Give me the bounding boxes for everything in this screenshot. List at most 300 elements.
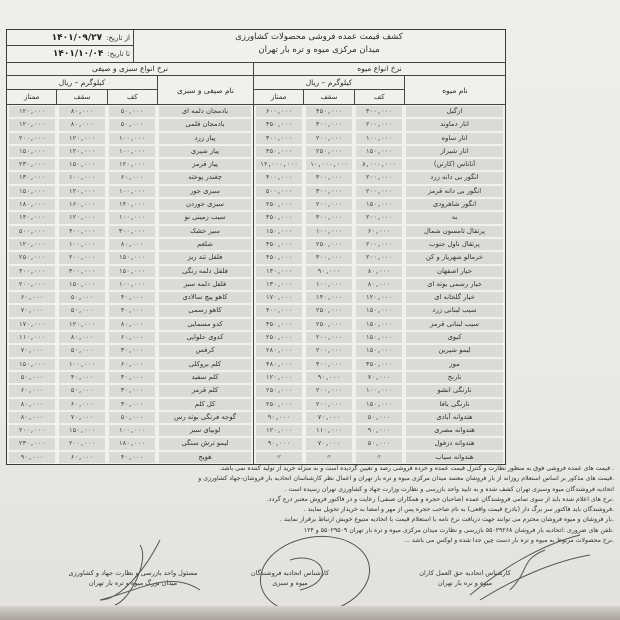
cell-min: ۱۰۰,۰۰۰ xyxy=(109,279,155,290)
fruit-row xyxy=(254,225,505,238)
veg-row xyxy=(7,384,253,397)
cell-min: ۱۵۰,۰۰۰ xyxy=(356,199,402,210)
cell-min: ۸۰,۰۰۰ xyxy=(109,319,155,330)
cell-premium: ۶۰۰,۰۰۰ xyxy=(256,106,302,117)
cell-premium: ۲۵۰,۰۰۰ xyxy=(256,332,302,343)
cell-max: ۲۵۰,۰۰۰ xyxy=(306,146,352,157)
fruit-row xyxy=(254,198,505,211)
cell-max: ۲۰۰,۰۰۰ xyxy=(306,385,352,396)
vegetable-section xyxy=(7,62,254,464)
cell-max: ۹۰,۰۰۰ xyxy=(306,266,352,277)
document-title xyxy=(134,31,504,61)
cell-max: ۲۰۰,۰۰۰ xyxy=(306,332,352,343)
cell-max: ۸۰,۰۰۰ xyxy=(59,106,105,117)
vegetable-section-title: نرخ انواع سبزی و صیفی xyxy=(7,62,253,76)
cell-name: لیمو شیرین xyxy=(406,345,503,356)
signature-subtitle: میوه و تره بار تهران xyxy=(437,579,493,587)
cell-min: ۴۰,۰۰۰ xyxy=(109,399,155,410)
cell-name: فلفل دلمه سبز xyxy=(159,279,251,290)
cell-max: ۱۰۰,۰۰۰ xyxy=(306,226,352,237)
cell-name: کاهو پیچ سالادی xyxy=(159,292,251,303)
cell-premium: ۱۲۰,۰۰۰ xyxy=(9,106,55,117)
cell-name: انگور شاهرودی xyxy=(406,199,503,210)
cell-name: کلم سفید xyxy=(159,372,251,383)
cell-max: ۵۰,۰۰۰ xyxy=(59,345,105,356)
cell-name: خیار گلخانه ای xyxy=(406,292,503,303)
cell-max: ۳۰۰,۰۰۰ xyxy=(306,119,352,130)
cell-premium: ۱۵۰,۰۰۰ xyxy=(9,186,55,197)
cell-max: ۴۵۰,۰۰۰ xyxy=(306,106,352,117)
cell-max: ۵۰,۰۰۰ xyxy=(59,305,105,316)
cell-max: ۲۰۰,۰۰۰ xyxy=(59,252,105,263)
cell-max: ۵۰,۰۰۰ xyxy=(59,292,105,303)
cell-premium: 〃 xyxy=(256,452,302,463)
cell-min: ۱۵۰,۰۰۰ xyxy=(356,332,402,343)
fruit-row xyxy=(254,171,505,184)
cell-min: ۲۰۰,۰۰۰ xyxy=(356,186,402,197)
veg-row xyxy=(7,371,253,384)
cell-max: ۸۰,۰۰۰ xyxy=(59,332,105,343)
cell-name: کدوی حلوایی xyxy=(159,332,251,343)
fruit-section xyxy=(254,62,505,464)
cell-max: ۱۵۰,۰۰۰ xyxy=(59,279,105,290)
cell-min: ۲۰۰,۰۰۰ xyxy=(356,212,402,223)
fruit-row xyxy=(254,411,505,424)
cell-premium: ۴۵۰,۰۰۰ xyxy=(256,252,302,263)
veg-row xyxy=(7,198,253,211)
cell-premium: ۹۰,۰۰۰ xyxy=(256,412,302,423)
fruit-unit-title: کیلوگرم – ریال xyxy=(254,76,404,90)
cell-premium: ۳۵۰,۰۰۰ xyxy=(256,319,302,330)
cell-max: ۲۰۰,۰۰۰ xyxy=(306,133,352,144)
fruit-row xyxy=(254,278,505,291)
cell-premium: ۲۳۰,۰۰۰ xyxy=(9,159,55,170)
cell-max: ۳۰۰,۰۰۰ xyxy=(306,212,352,223)
fruit-row xyxy=(254,424,505,437)
cell-min: ۳۵۰,۰۰۰ xyxy=(356,359,402,370)
cell-name: آناناس (کارتن) xyxy=(406,159,503,170)
cell-max: ۱۰۰,۰۰۰ xyxy=(306,279,352,290)
scan-edge xyxy=(0,606,620,620)
cell-max: ۲۰۰,۰۰۰ xyxy=(59,438,105,449)
veg-row xyxy=(7,105,253,118)
fruit-row xyxy=(254,238,505,251)
cell-name: کل کلم xyxy=(159,399,251,410)
cell-name: هندوانه سیاب xyxy=(406,452,503,463)
cell-premium: ۲۳۰,۰۰۰ xyxy=(9,438,55,449)
cell-name: هندوانه آبادی xyxy=(406,412,503,423)
veg-row xyxy=(7,278,253,291)
cell-min: ۸۰,۰۰۰ xyxy=(356,279,402,290)
cell-name: فلفل تند ریز xyxy=(159,252,251,263)
cell-min: ۸۰,۰۰۰ xyxy=(109,239,155,250)
cell-max: ۶۰,۰۰۰ xyxy=(59,399,105,410)
fruit-row xyxy=(254,185,505,198)
footnote-line: .نرخ های اعلام شده باید از سوی تمامی فروشندگان عمده (صاحبان حجره و همکاران صنفی) رعایت و در فاکتور فروش معتبر درج گردد. xyxy=(266,495,614,503)
fruit-row xyxy=(254,145,505,158)
cell-premium: ۱۲۰,۰۰۰ xyxy=(9,239,55,250)
cell-min: ۱۵۰,۰۰۰ xyxy=(356,399,402,410)
cell-premium: ۲۸۰,۰۰۰ xyxy=(256,345,302,356)
cell-premium: ۵۰۰,۰۰۰ xyxy=(256,186,302,197)
cell-name: نارنگی یافا xyxy=(406,399,503,410)
cell-name: انگور بی دانه قرمز xyxy=(406,186,503,197)
cell-max: ۱۲۰,۰۰۰ xyxy=(59,146,105,157)
cell-premium: ۲۰۰,۰۰۰ xyxy=(9,279,55,290)
cell-name: پیاز زرد xyxy=(159,133,251,144)
cell-premium: ۷۰,۰۰۰ xyxy=(9,305,55,316)
cell-min: ۶۰,۰۰۰ xyxy=(109,332,155,343)
fruit-row xyxy=(254,451,505,464)
cell-max: ۴۰۰,۰۰۰ xyxy=(306,359,352,370)
fruit-row xyxy=(254,158,505,171)
cell-min: ۱۵۰,۰۰۰ xyxy=(356,146,402,157)
cell-min: ۱۰۰,۰۰۰ xyxy=(109,425,155,436)
cell-premium: ۱۲۰,۰۰۰ xyxy=(256,372,302,383)
cell-max: ۲۰۰,۰۰۰ xyxy=(306,399,352,410)
cell-max: ۷۰,۰۰۰ xyxy=(306,412,352,423)
from-date: ۱۴۰۱/۰۹/۲۷ xyxy=(51,32,103,43)
cell-premium: ۲۵۰,۰۰۰ xyxy=(256,199,302,210)
fruit-row xyxy=(254,371,505,384)
cell-max: ۱۲۰,۰۰۰ xyxy=(59,186,105,197)
veg-row xyxy=(7,398,253,411)
cell-max: ۱۰۰,۰۰۰ xyxy=(59,239,105,250)
cell-name: انار ساوه xyxy=(406,133,503,144)
cell-name: خیار رسمی بوته ای xyxy=(406,279,503,290)
fruit-row xyxy=(254,105,505,118)
cell-name: چغندر پوخته xyxy=(159,172,251,183)
cell-premium: ۱۷۰,۰۰۰ xyxy=(256,292,302,303)
cell-premium: ۴۰۰,۰۰۰ xyxy=(9,266,55,277)
footnote-line: اتحادیه فروشندگان میوه وسبزی تهران کشف شده و به تایید واحد بازرسی و نظارت وزارت جهاد و کشاورزی تهران رسیده است . xyxy=(284,485,614,493)
cell-premium: ۹۰,۰۰۰ xyxy=(9,452,55,463)
cell-min: ۴۰,۰۰۰ xyxy=(109,305,155,316)
vegetable-unit-title: کیلوگرم – ریال xyxy=(7,76,157,90)
cell-max: ۷۰,۰۰۰ xyxy=(306,438,352,449)
cell-name: موز xyxy=(406,359,503,370)
cell-name: نارنگی انشو xyxy=(406,385,503,396)
col-min: کف xyxy=(107,90,157,104)
cell-min: ۵۰,۰۰۰ xyxy=(109,412,155,423)
cell-premium: ۳۵۰,۰۰۰ xyxy=(256,212,302,223)
veg-row xyxy=(7,265,253,278)
veg-row xyxy=(7,171,253,184)
cell-premium: ۱۵۰,۰۰۰ xyxy=(9,359,55,370)
cell-premium: ۱۴۰,۰۰۰ xyxy=(256,266,302,277)
cell-max: ۳۰۰,۰۰۰ xyxy=(306,186,352,197)
cell-max: ۴۰۰,۰۰۰ xyxy=(59,226,105,237)
cell-max: ۱۰۰,۰۰۰ xyxy=(59,172,105,183)
cell-max: ۱۴۰,۰۰۰ xyxy=(306,292,352,303)
fruit-row xyxy=(254,331,505,344)
cell-name: لوبیای سبز xyxy=(159,425,251,436)
cell-max: 〃 xyxy=(306,452,352,463)
cell-name: پرتقال تامسون شمال xyxy=(406,226,503,237)
cell-name: سبزی جور xyxy=(159,186,251,197)
cell-name: کلم بروکلی xyxy=(159,359,251,370)
cell-max: ۳۰۰,۰۰۰ xyxy=(306,252,352,263)
cell-name: هویج xyxy=(159,452,251,463)
from-date-row xyxy=(7,30,133,46)
cell-premium: ۵۰,۰۰۰ xyxy=(9,372,55,383)
veg-row xyxy=(7,238,253,251)
cell-max: ۳۰۰,۰۰۰ xyxy=(59,266,105,277)
cell-name: سیب لبنانی قرمز xyxy=(406,319,503,330)
cell-min: ۸۰,۰۰۰ xyxy=(356,266,402,277)
date-range xyxy=(7,30,134,62)
cell-min: ۱۵۰,۰۰۰ xyxy=(356,319,402,330)
cell-min: ۳۰۰,۰۰۰ xyxy=(109,226,155,237)
cell-name: سیب لبنانی زرد xyxy=(406,305,503,316)
cell-max: ۱۱۰,۰۰۰ xyxy=(306,425,352,436)
cell-premium: ۸۰,۰۰۰ xyxy=(9,412,55,423)
cell-min: ۱۲۰,۰۰۰ xyxy=(109,159,155,170)
price-table xyxy=(6,29,506,465)
from-date-label: از تاریخ: xyxy=(106,33,130,42)
cell-premium: ۱۴۰,۰۰۰ xyxy=(9,212,55,223)
cell-name: انگور بی دانه زرد xyxy=(406,172,503,183)
vegetable-rows xyxy=(7,105,253,464)
fruit-row xyxy=(254,384,505,397)
col-premium: ممتاز xyxy=(270,93,287,101)
cell-min: ۹۰,۰۰۰ xyxy=(356,425,402,436)
cell-name: گوجه فرنگی بوته رس xyxy=(159,412,251,423)
table-header xyxy=(7,30,505,63)
veg-row xyxy=(7,318,253,331)
signature-title: کارشناس اتحادیه فروشندگان xyxy=(250,569,330,577)
cell-premium: ۱۵۰,۰۰۰ xyxy=(9,146,55,157)
cell-max: ۱۵۰,۰۰۰ xyxy=(59,425,105,436)
cell-min: ۳۰,۰۰۰ xyxy=(109,345,155,356)
cell-max: ۱۲۰,۰۰۰ xyxy=(59,319,105,330)
cell-name: پرتقال ناول جنوب xyxy=(406,239,503,250)
cell-premium: ۲۵۰,۰۰۰ xyxy=(256,399,302,410)
veg-row xyxy=(7,118,253,131)
cell-min: ۷۰,۰۰۰ xyxy=(356,372,402,383)
cell-max: ۵۰,۰۰۰ xyxy=(59,385,105,396)
footnotes xyxy=(4,464,614,546)
veg-row xyxy=(7,145,253,158)
fruit-row xyxy=(254,132,505,145)
cell-name: کاهو رسمی xyxy=(159,305,251,316)
fruit-row xyxy=(254,344,505,357)
cell-max: ۱۲۰,۰۰۰ xyxy=(59,133,105,144)
cell-premium: ۱۲,۰۰۰,۰۰۰ xyxy=(256,159,302,170)
cell-min: ۸,۰۰۰,۰۰۰ xyxy=(356,159,402,170)
cell-min: ۲۰۰,۰۰۰ xyxy=(356,119,402,130)
cell-max: ۱۲۰,۰۰۰ xyxy=(59,212,105,223)
veg-row xyxy=(7,132,253,145)
cell-min: ۴۰,۰۰۰ xyxy=(109,452,155,463)
signature-block-commission-agents xyxy=(395,568,535,588)
cell-premium: ۴۰۰,۰۰۰ xyxy=(256,305,302,316)
veg-row xyxy=(7,185,253,198)
cell-premium: ۱۸۰,۰۰۰ xyxy=(9,199,55,210)
cell-premium: ۳۰۰,۰۰۰ xyxy=(256,133,302,144)
cell-min: ۱۵۰,۰۰۰ xyxy=(109,252,155,263)
cell-name: شلغم xyxy=(159,239,251,250)
cell-min: ۳۰۰,۰۰۰ xyxy=(356,106,402,117)
cell-min: ۱۴۰,۰۰۰ xyxy=(109,199,155,210)
cell-min: ۵۰,۰۰۰ xyxy=(356,412,402,423)
title-line-2: میدان مرکزی میوه و تره بار تهران xyxy=(258,45,380,55)
cell-max: ۸۰,۰۰۰ xyxy=(59,119,105,130)
veg-row xyxy=(7,304,253,317)
cell-name: سیر خشک xyxy=(159,226,251,237)
fruit-row xyxy=(254,265,505,278)
cell-premium: ۱۳۰,۰۰۰ xyxy=(256,279,302,290)
cell-premium: ۲۵۰,۰۰۰ xyxy=(256,385,302,396)
cell-name: لیمو ترش سنگی xyxy=(159,438,251,449)
veg-row xyxy=(7,291,253,304)
fruit-row xyxy=(254,318,505,331)
cell-min: ۱۸۰,۰۰۰ xyxy=(109,438,155,449)
footnote-line: . قیمت های عمده فروشی فوق به منظور نظارت و کنترل قیمت عمده و خرده فروشی رصد و تعیین گردیده است و به منزله خرید از تولید کننده نمی باشد. xyxy=(219,465,614,472)
fruit-column-headers xyxy=(254,76,505,105)
cell-premium: ۲۰۰,۰۰۰ xyxy=(9,133,55,144)
cell-max: ۲۰۰,۰۰۰ xyxy=(306,345,352,356)
cell-min: ۲۰۰,۰۰۰ xyxy=(356,239,402,250)
cell-min: ۱۰۰,۰۰۰ xyxy=(356,385,402,396)
cell-min: ۱۰۰,۰۰۰ xyxy=(109,186,155,197)
fruit-price-columns xyxy=(254,90,404,104)
cell-premium: ۱۲۰,۰۰۰ xyxy=(256,425,302,436)
cell-name: هندوانه دزفول xyxy=(406,438,503,449)
veg-row xyxy=(7,211,253,224)
cell-min: ۳۰,۰۰۰ xyxy=(109,385,155,396)
cell-min: ۵۰,۰۰۰ xyxy=(109,106,155,117)
cell-min: ۱۵۰,۰۰۰ xyxy=(356,305,402,316)
cell-premium: ۱۱۰,۰۰۰ xyxy=(9,332,55,343)
veg-row xyxy=(7,344,253,357)
cell-name: نارنج xyxy=(406,372,503,383)
cell-min: ۵۰,۰۰۰ xyxy=(109,119,155,130)
fruit-price-header xyxy=(254,76,404,104)
cell-name: کیوی xyxy=(406,332,503,343)
fruit-row xyxy=(254,251,505,264)
cell-name: فلفل دلمه رنگی xyxy=(159,266,251,277)
cell-min: ۳۰,۰۰۰ xyxy=(109,372,155,383)
cell-min: ۱۰۰,۰۰۰ xyxy=(109,133,155,144)
veg-row xyxy=(7,331,253,344)
cell-name: انار دماوند xyxy=(406,119,503,130)
footnote-line: .نرخ محصولات مربوط به میوه و تره بار دست چین جدا شده و لوکس می باشد ... xyxy=(404,537,614,545)
cell-max: ۲۰۰,۰۰۰ xyxy=(306,199,352,210)
fruit-row xyxy=(254,118,505,131)
cell-max: ۱۵۰,۰۰۰ xyxy=(59,159,105,170)
cell-max: ۴۰,۰۰۰ xyxy=(59,372,105,383)
fruit-row xyxy=(254,211,505,224)
fruit-row xyxy=(254,398,505,411)
cell-name: بادمجان دلمه ای xyxy=(159,106,251,117)
signature-block-inspection xyxy=(58,568,208,588)
footnote-line: .بار فروشان و میوه فروشان محترم می توانند جهت دریافت نرخ نامه با استعلام قیمت با اتحادیه متبوع خویش ارتباط برقرار نمایند . xyxy=(279,516,614,524)
signature-title: کارشناس اتحادیه حق العمل کاران xyxy=(419,569,511,577)
cell-min: ۲۰۰,۰۰۰ xyxy=(356,172,402,183)
fruit-row xyxy=(254,304,505,317)
cell-max: ۱۰,۰۰۰,۰۰۰ xyxy=(306,159,352,170)
signature-subtitle: میدان بزرگ میوه و تره بار تهران xyxy=(88,579,178,587)
veg-row xyxy=(7,451,253,464)
fruit-rows xyxy=(254,105,505,464)
cell-name: هندوانه مصری xyxy=(406,425,503,436)
cell-premium: ۱۳۰,۰۰۰ xyxy=(9,172,55,183)
cell-premium: ۴۰۰,۰۰۰ xyxy=(256,172,302,183)
cell-premium: ۶۰,۰۰۰ xyxy=(9,385,55,396)
cell-premium: ۵۰۰,۰۰۰ xyxy=(9,226,55,237)
title-line-1: کشف قیمت عمده فروشی محصولات کشاورزی xyxy=(235,32,403,42)
cell-premium: ۳۵۰,۰۰۰ xyxy=(256,146,302,157)
footnote-line: .قیمت های مذکور بر اساس استعلام روزانه از بار فروشان معتمد میدان مرکزی میوه و تره بار تهران و اعمال نظر کارشناسان اتحادیه بار فروشان-جهاد کشاورزی و xyxy=(198,475,614,483)
cell-max: ۶۰,۰۰۰ xyxy=(59,452,105,463)
col-premium: ممتاز xyxy=(23,93,40,101)
cell-min: ۶۰,۰۰۰ xyxy=(356,226,402,237)
cell-min: ۱۲۰,۰۰۰ xyxy=(356,292,402,303)
cell-name: کلم قرمز xyxy=(159,385,251,396)
veg-row xyxy=(7,251,253,264)
cell-premium: ۴۸۰,۰۰۰ xyxy=(256,359,302,370)
fruit-row xyxy=(254,437,505,450)
cell-max: ۷۰,۰۰۰ xyxy=(59,412,105,423)
col-max: سقف xyxy=(56,90,106,104)
cell-max: ۲۵۰,۰۰۰ xyxy=(306,239,352,250)
cell-max: ۱۰۰,۰۰۰ xyxy=(59,359,105,370)
cell-name: سبزی خوردن xyxy=(159,199,251,210)
cell-name: کدو مسمایی xyxy=(159,319,251,330)
vegetable-price-header xyxy=(7,76,157,104)
cell-name: بادمجان قلمی xyxy=(159,119,251,130)
cell-premium: ۱۵۰,۰۰۰ xyxy=(256,226,302,237)
veg-row xyxy=(7,437,253,450)
signature-block-vendors-union xyxy=(225,568,355,588)
cell-name: خرمالو شهریار و کن xyxy=(406,252,503,263)
cell-name: به xyxy=(406,212,503,223)
to-date-label: تا تاریخ: xyxy=(107,49,130,58)
cell-name: ازگیل xyxy=(406,106,503,117)
cell-premium: ۳۵۰,۰۰۰ xyxy=(256,239,302,250)
cell-max: ۳۰۰,۰۰۰ xyxy=(306,172,352,183)
cell-min: ۱۰۰,۰۰۰ xyxy=(109,146,155,157)
cell-premium: ۸۰,۰۰۰ xyxy=(9,399,55,410)
cell-name: سیب زمینی نو xyxy=(159,212,251,223)
footnote-line: .فروشندگان باید فاکتور سر برگ دار (بادرج قیمت واقعی) به نام صاحب حجره پس از مهر و امضا به خریدار تحویل نمایند . xyxy=(303,506,614,514)
cell-min: ۱۰۰,۰۰۰ xyxy=(356,133,402,144)
veg-row xyxy=(7,358,253,371)
cell-max: ۱۶۰,۰۰۰ xyxy=(59,199,105,210)
cell-min: ۱۰۰,۰۰۰ xyxy=(109,212,155,223)
fruit-section-title: نرخ انواع میوه xyxy=(254,62,505,76)
cell-min: ۱۵۰,۰۰۰ xyxy=(109,266,155,277)
cell-min: ۶۰,۰۰۰ xyxy=(109,172,155,183)
vegetable-name-header: نام صیفی و سبزی xyxy=(157,76,253,104)
cell-max: ۲۵۰,۰۰۰ xyxy=(306,319,352,330)
cell-premium: ۶۰,۰۰۰ xyxy=(9,292,55,303)
veg-row xyxy=(7,158,253,171)
cell-max: ۹۰,۰۰۰ xyxy=(306,372,352,383)
fruit-row xyxy=(254,358,505,371)
cell-min: ۲۰۰,۰۰۰ xyxy=(356,252,402,263)
cell-min: ۵۰,۰۰۰ xyxy=(356,438,402,449)
cell-name: کرفس xyxy=(159,345,251,356)
veg-row xyxy=(7,411,253,424)
to-date: ۱۴۰۱/۱۰/۰۴ xyxy=(52,48,104,59)
vegetable-column-headers xyxy=(7,76,253,105)
cell-min: ۶۰,۰۰۰ xyxy=(109,359,155,370)
cell-min: ۱۵۰,۰۰۰ xyxy=(356,345,402,356)
fruit-name-header: نام میوه xyxy=(404,76,505,104)
cell-premium: ۱۷۰,۰۰۰ xyxy=(9,319,55,330)
